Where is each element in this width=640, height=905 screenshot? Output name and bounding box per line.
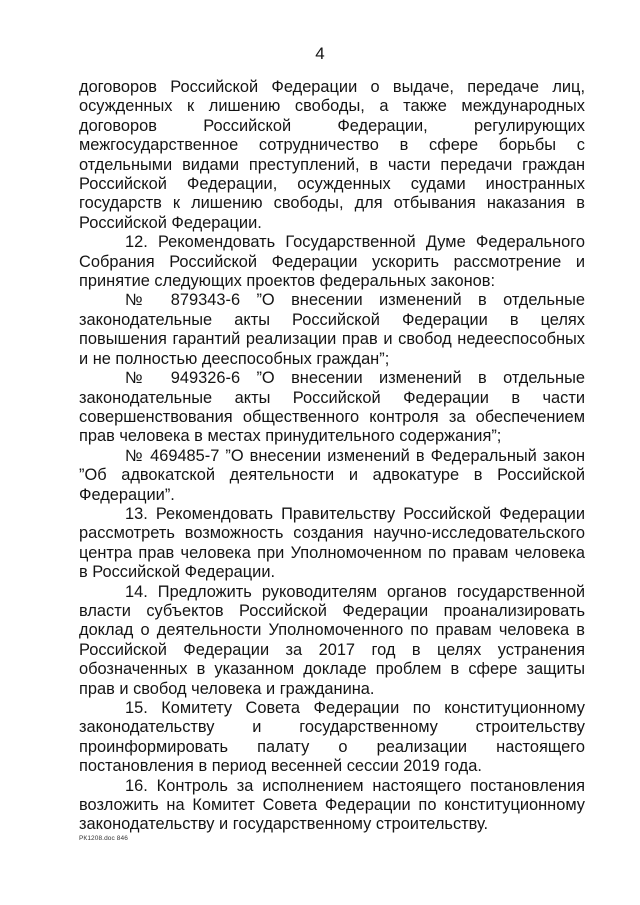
- paragraph-16: 16. Контроль за исполнением настоящего постановления возложить на Комитет Совета Федерации по конституционному законодательству и государственному строительству.: [79, 776, 585, 834]
- document-footer-code: РК1208.doc 846: [79, 835, 128, 842]
- paragraph-13: 13. Рекомендовать Правительству Российской Федерации рассмотреть возможность создания научно-исследовательского центра прав человека при Уполномоченном по правам человека в Российской Федерации.: [79, 504, 585, 582]
- bill-949326-6: № 949326-6 ”О внесении изменений в отдельные законодательные акты Российской Федерации в части совершенствования общественного контроля за обеспечением прав человека в местах принудительного содержания”;: [79, 369, 585, 446]
- document-body: [79, 78, 585, 835]
- paragraph-intro: договоров Российской Федерации о выдаче, передаче лиц, осужденных к лишению свободы, а также международных договоров Российской Федерации, регулирующих межгосударственное сотрудничество в сфере борьбы с отдельными видами преступлений, в части передачи граждан Российской Федерации, осужденных судами иностранных государств к лишению свободы, для отбывания наказания в Российской Федерации.: [79, 78, 585, 232]
- page-number: 4: [315, 44, 325, 63]
- bill-469485-7: № 469485-7 ”О внесении изменений в Федеральный закон ”Об адвокатской деятельности и адвокатуре в Российской Федерации”.: [79, 446, 585, 504]
- paragraph-14: 14. Предложить руководителям органов государственной власти субъектов Российской Федерации проанализировать доклад о деятельности Уполномоченного по правам человека в Российской Федерации за 2017 год в целях устранения обозначенных в указанном докладе проблем в сфере защиты прав и свобод человека и гражданина.: [79, 582, 585, 698]
- paragraph-12: 12. Рекомендовать Государственной Думе Федерального Собрания Российской Федерации ускорить рассмотрение и принятие следующих проектов федеральных законов:: [79, 233, 585, 291]
- bill-879343-6: № 879343-6 ”О внесении изменений в отдельные законодательные акты Российской Федерации в целях повышения гарантий реализации прав и свобод недееспособных и не полностью дееспособных граждан”;: [79, 291, 585, 368]
- paragraph-15: 15. Комитету Совета Федерации по конституционному законодательству и государственному строительству проинформировать палату о реализации настоящего постановления в период весенней сессии 2019 года.: [79, 699, 585, 776]
